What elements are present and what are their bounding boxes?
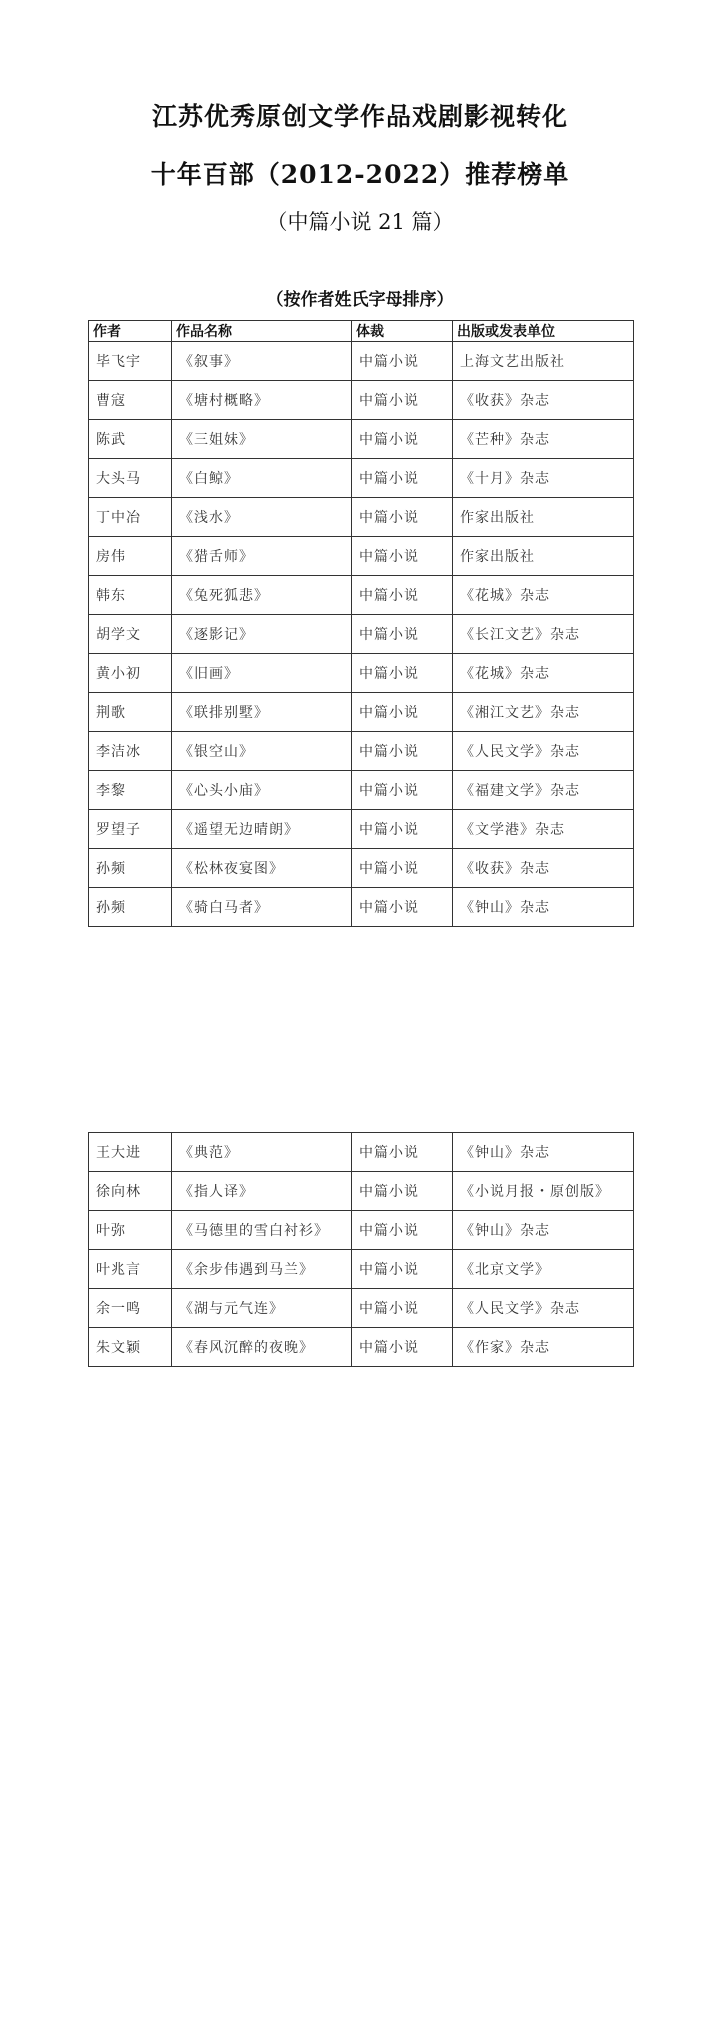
table-row [89, 693, 634, 732]
sort-note: （按作者姓氏字母排序） [266, 290, 454, 310]
author-cell: 毕飞宇 [89, 342, 172, 381]
publisher-cell: 《钟山》杂志 [453, 1211, 634, 1250]
author-cell: 大头马 [89, 459, 172, 498]
publisher-cell: 《花城》杂志 [453, 576, 634, 615]
author-cell: 李洁冰 [89, 732, 172, 771]
table-row [89, 1328, 634, 1367]
publisher-cell: 《钟山》杂志 [453, 1133, 634, 1172]
work-title-cell: 《骑白马者》 [172, 888, 352, 927]
work-title-cell: 《浅水》 [172, 498, 352, 537]
column-header-author: 作者 [89, 321, 172, 342]
recommendation-table-part1 [88, 320, 634, 927]
table-row [89, 576, 634, 615]
genre-cell: 中篇小说 [352, 1289, 453, 1328]
genre-cell: 中篇小说 [352, 771, 453, 810]
page-title-line2: 十年百部（2012-2022）推荐榜单 [150, 160, 570, 189]
genre-cell: 中篇小说 [352, 1328, 453, 1367]
publisher-cell: 《十月》杂志 [453, 459, 634, 498]
recommendation-table-part2 [88, 1132, 634, 1367]
genre-cell: 中篇小说 [352, 654, 453, 693]
table-body-part1 [89, 342, 634, 927]
publisher-cell: 《钟山》杂志 [453, 888, 634, 927]
table-row [89, 1250, 634, 1289]
work-title-cell: 《兔死狐悲》 [172, 576, 352, 615]
author-cell: 朱文颖 [89, 1328, 172, 1367]
publisher-cell: 《花城》杂志 [453, 654, 634, 693]
work-title-cell: 《心头小庙》 [172, 771, 352, 810]
table-row [89, 342, 634, 381]
publisher-cell: 《文学港》杂志 [453, 810, 634, 849]
genre-cell: 中篇小说 [352, 888, 453, 927]
author-cell: 孙频 [89, 849, 172, 888]
genre-cell: 中篇小说 [352, 615, 453, 654]
author-cell: 陈武 [89, 420, 172, 459]
table-body-part2 [89, 1133, 634, 1367]
work-title-cell: 《湖与元气连》 [172, 1289, 352, 1328]
work-title-cell: 《逐影记》 [172, 615, 352, 654]
genre-cell: 中篇小说 [352, 498, 453, 537]
publisher-cell: 《作家》杂志 [453, 1328, 634, 1367]
page-title-line1: 江苏优秀原创文学作品戏剧影视转化 [151, 102, 568, 131]
author-cell: 李黎 [89, 771, 172, 810]
column-header-title: 作品名称 [172, 321, 352, 342]
work-title-cell: 《春风沉醉的夜晚》 [172, 1328, 352, 1367]
work-title-cell: 《遥望无边晴朗》 [172, 810, 352, 849]
genre-cell: 中篇小说 [352, 576, 453, 615]
table-row [89, 1133, 634, 1172]
table-row [89, 1172, 634, 1211]
table-row [89, 849, 634, 888]
work-title-cell: 《典范》 [172, 1133, 352, 1172]
table-row [89, 771, 634, 810]
publisher-cell: 《长江文艺》杂志 [453, 615, 634, 654]
author-cell: 孙频 [89, 888, 172, 927]
genre-cell: 中篇小说 [352, 693, 453, 732]
author-cell: 房伟 [89, 537, 172, 576]
author-cell: 胡学文 [89, 615, 172, 654]
work-title-cell: 《叙事》 [172, 342, 352, 381]
publisher-cell: 上海文艺出版社 [453, 342, 634, 381]
table-row [89, 498, 634, 537]
table-row [89, 420, 634, 459]
author-cell: 徐向林 [89, 1172, 172, 1211]
genre-cell: 中篇小说 [352, 420, 453, 459]
work-title-cell: 《联排别墅》 [172, 693, 352, 732]
genre-cell: 中篇小说 [352, 537, 453, 576]
work-title-cell: 《银空山》 [172, 732, 352, 771]
publisher-cell: 《福建文学》杂志 [453, 771, 634, 810]
page-title-category: （中篇小说 21 篇） [266, 210, 454, 234]
genre-cell: 中篇小说 [352, 1133, 453, 1172]
genre-cell: 中篇小说 [352, 810, 453, 849]
publisher-cell: 《人民文学》杂志 [453, 1289, 634, 1328]
table-row [89, 537, 634, 576]
work-title-cell: 《松林夜宴图》 [172, 849, 352, 888]
author-cell: 罗望子 [89, 810, 172, 849]
genre-cell: 中篇小说 [352, 1250, 453, 1289]
publisher-cell: 《小说月报・原创版》 [453, 1172, 634, 1211]
genre-cell: 中篇小说 [352, 1211, 453, 1250]
author-cell: 曹寇 [89, 381, 172, 420]
publisher-cell: 作家出版社 [453, 537, 634, 576]
work-title-cell: 《指人译》 [172, 1172, 352, 1211]
work-title-cell: 《余步伟遇到马兰》 [172, 1250, 352, 1289]
author-cell: 荆歌 [89, 693, 172, 732]
publisher-cell: 《收获》杂志 [453, 381, 634, 420]
author-cell: 黄小初 [89, 654, 172, 693]
work-title-cell: 《旧画》 [172, 654, 352, 693]
table-row [89, 615, 634, 654]
column-header-publisher: 出版或发表单位 [453, 321, 634, 342]
column-header-genre: 体裁 [352, 321, 453, 342]
publisher-cell: 《人民文学》杂志 [453, 732, 634, 771]
author-cell: 王大进 [89, 1133, 172, 1172]
table-row [89, 381, 634, 420]
work-title-cell: 《塘村概略》 [172, 381, 352, 420]
author-cell: 叶兆言 [89, 1250, 172, 1289]
author-cell: 丁中冶 [89, 498, 172, 537]
genre-cell: 中篇小说 [352, 381, 453, 420]
genre-cell: 中篇小说 [352, 1172, 453, 1211]
table-row [89, 732, 634, 771]
table-row [89, 1211, 634, 1250]
work-title-cell: 《猎舌师》 [172, 537, 352, 576]
work-title-cell: 《马德里的雪白衬衫》 [172, 1211, 352, 1250]
genre-cell: 中篇小说 [352, 342, 453, 381]
genre-cell: 中篇小说 [352, 849, 453, 888]
work-title-cell: 《三姐妹》 [172, 420, 352, 459]
table-header-row [89, 321, 634, 342]
publisher-cell: 《湘江文艺》杂志 [453, 693, 634, 732]
publisher-cell: 作家出版社 [453, 498, 634, 537]
author-cell: 余一鸣 [89, 1289, 172, 1328]
table-row [89, 459, 634, 498]
author-cell: 韩东 [89, 576, 172, 615]
table-row [89, 1289, 634, 1328]
publisher-cell: 《北京文学》 [453, 1250, 634, 1289]
table-row [89, 888, 634, 927]
work-title-cell: 《白鲸》 [172, 459, 352, 498]
genre-cell: 中篇小说 [352, 459, 453, 498]
publisher-cell: 《芒种》杂志 [453, 420, 634, 459]
table-row [89, 810, 634, 849]
author-cell: 叶弥 [89, 1211, 172, 1250]
genre-cell: 中篇小说 [352, 732, 453, 771]
publisher-cell: 《收获》杂志 [453, 849, 634, 888]
table-row [89, 654, 634, 693]
